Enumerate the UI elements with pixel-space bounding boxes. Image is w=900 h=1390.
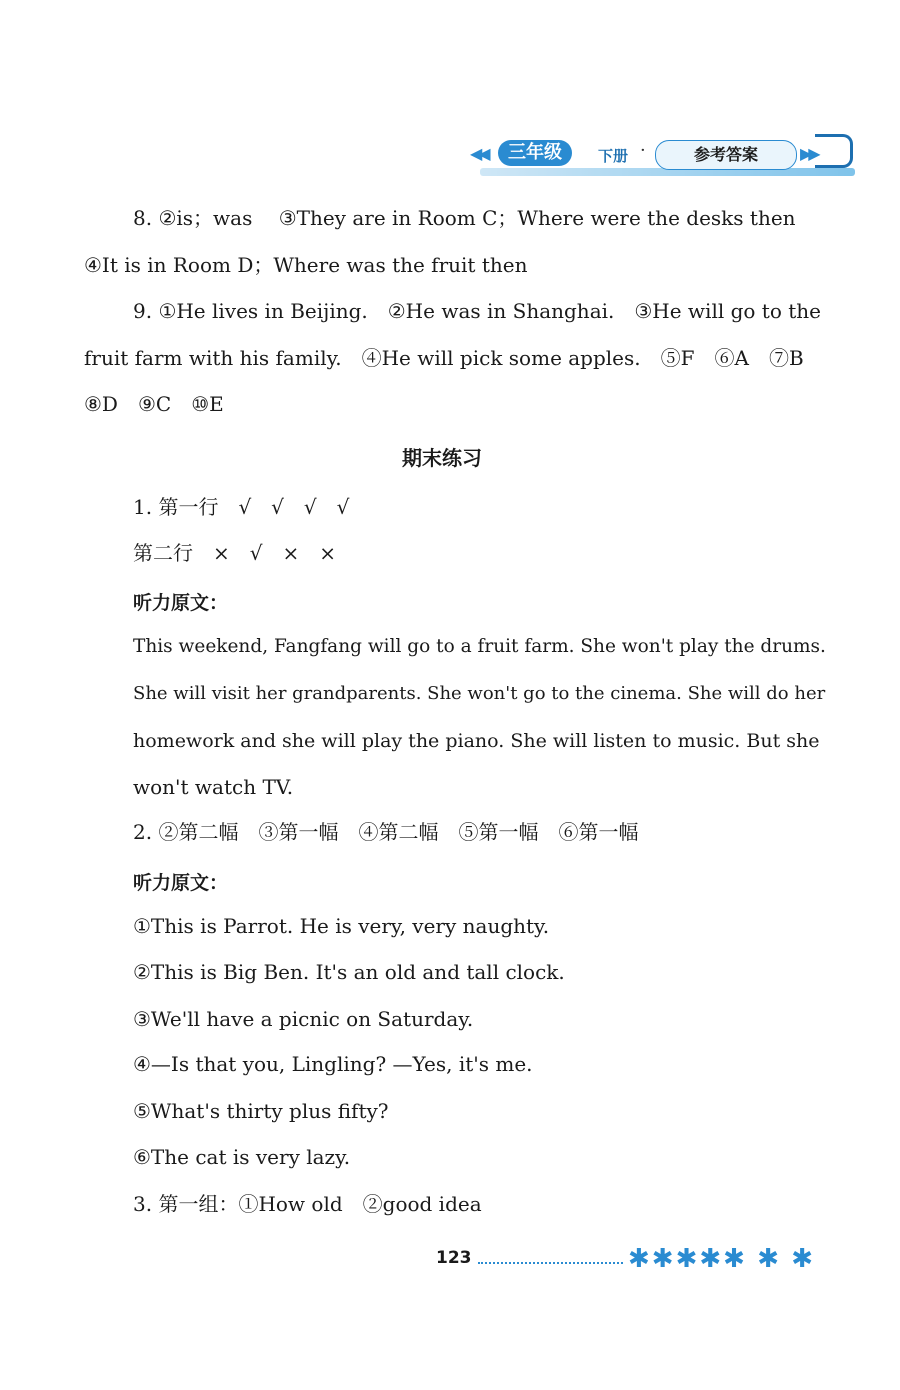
transcript-line: ⑥The cat is very lazy. xyxy=(133,1145,351,1169)
transcript-line: This weekend, Fangfang will go to a fruit farm. She won't play the drums. xyxy=(133,636,826,657)
chevron-right-icon: ▶▶ xyxy=(800,144,817,163)
transcript-line: ⑤What's thirty plus fifty? xyxy=(133,1099,389,1123)
answer-line: 第二行 × √ × × xyxy=(133,541,337,565)
double-arrow-left-icon: ◀◀ xyxy=(470,144,487,163)
transcript-line: homework and she will play the piano. She will listen to music. But she xyxy=(133,730,820,752)
listening-label: 听力原文： xyxy=(133,872,229,894)
answer-line: 3. 第一组：①How old ②good idea xyxy=(133,1192,482,1216)
page-number: 123 xyxy=(436,1248,472,1268)
answer-line: ⑧D ⑨C ⑩E xyxy=(84,392,224,416)
transcript-line: ①This is Parrot. He is very, very naughty. xyxy=(133,914,550,938)
transcript-line: ②This is Big Ben. It's an old and tall clock. xyxy=(133,960,565,984)
answer-line: ④It is in Room D；Where was the fruit then xyxy=(84,253,528,277)
transcript-line: won't watch TV. xyxy=(133,775,294,799)
book-icon xyxy=(815,134,853,168)
answer-line: 2. ②第二幅 ③第一幅 ④第二幅 ⑤第一幅 ⑥第一幅 xyxy=(133,820,639,844)
transcript-line: ③We'll have a picnic on Saturday. xyxy=(133,1007,474,1031)
listening-label: 听力原文： xyxy=(133,592,229,614)
transcript-line: She will visit her grandparents. She won't go to the cinema. She will do her xyxy=(133,683,826,704)
grade-badge: 三年级 xyxy=(498,140,572,166)
answers-title: 参考答案 xyxy=(655,140,797,170)
transcript-line: ④—Is that you, Lingling? —Yes, it's me. xyxy=(133,1052,533,1076)
header-separator: · xyxy=(640,140,646,161)
answer-line: 1. 第一行 √ √ √ √ xyxy=(133,495,350,519)
page-header xyxy=(470,130,855,186)
volume-label: 下册 xyxy=(598,147,629,165)
footer-dotted-rule xyxy=(478,1262,623,1264)
answer-line: 8. ②is；was ③They are in Room C；Where were the desks then xyxy=(133,206,796,230)
section-title: 期末练习 xyxy=(402,446,482,470)
star-decoration-icon: ✱✱✱✱✱ ✱ ✱ xyxy=(628,1244,816,1274)
answer-line: fruit farm with his family. ④He will pick some apples. ⑤F ⑥A ⑦B xyxy=(84,346,804,370)
answer-line: 9. ①He lives in Beijing. ②He was in Shanghai. ③He will go to the xyxy=(133,299,821,323)
